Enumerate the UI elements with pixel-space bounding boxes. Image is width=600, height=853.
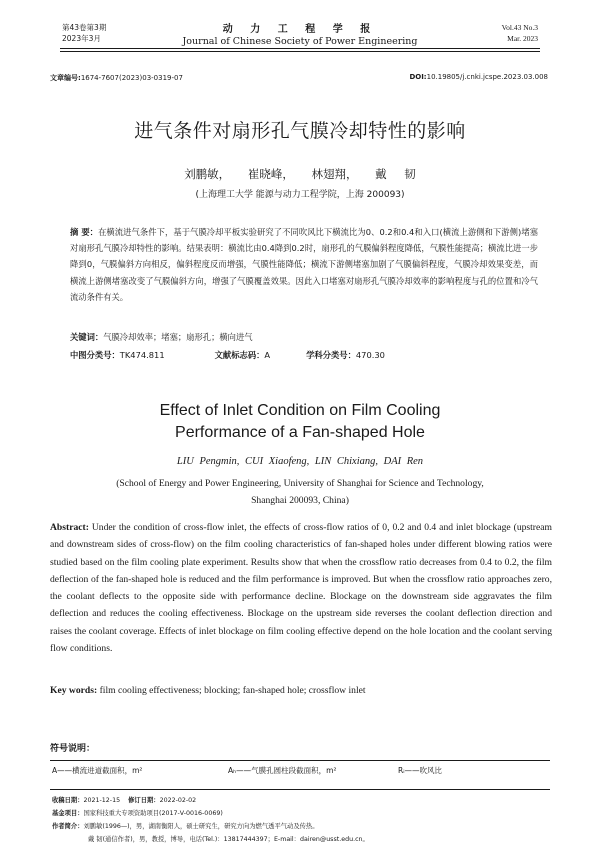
doc-code-value: A xyxy=(264,350,271,360)
subject-code-label: 学科分类号： xyxy=(306,350,356,360)
abstract-cn-label: 摘 要： xyxy=(70,227,99,237)
keywords-en-label: Key words: xyxy=(50,685,98,696)
affiliation-en-line1: (School of Energy and Power Engineering, University of Shanghai for Science and Technology, xyxy=(116,478,484,489)
clc-value: TK474.811 xyxy=(119,350,165,360)
abstract-en-label: Abstract: xyxy=(50,522,89,533)
keywords-en xyxy=(50,685,552,696)
doc-code-label: 文献标志码： xyxy=(214,350,265,360)
footnote-corresponding: 戴 韧(通信作者)，男，教授，博导，电话(Tel.)：13817444397；E-mail：dairen@usst.edu.cn。 xyxy=(88,836,369,843)
abstract-cn xyxy=(70,224,538,305)
nomenclature-rule xyxy=(50,760,550,761)
title-en-line2: Performance of a Fan-shaped Hole xyxy=(175,424,425,441)
date-cn: 2023年3月 xyxy=(62,34,101,43)
title-cn: 进气条件对扇形孔气膜冷却特性的影响 xyxy=(134,120,466,142)
keywords-en-text: film cooling effectiveness; blocking; fan-shaped hole; crossflow inlet xyxy=(99,685,366,696)
received-value: 2021-12-15 xyxy=(83,797,121,804)
volume-cn: 第43卷第3期 xyxy=(62,23,107,32)
clc-label: 中图分类号： xyxy=(70,350,120,360)
article-id-value: 1674-7607(2023)03-0319-07 xyxy=(80,74,183,82)
nomenclature-item: Aₕ——气膜孔圆柱段截面积，m² xyxy=(228,766,337,775)
footnote-dates xyxy=(52,795,552,804)
nomenclature-item: Rᵢ——吹风比 xyxy=(398,766,443,775)
doi xyxy=(409,73,548,81)
affiliation-en-line2: Shanghai 200093, China) xyxy=(251,495,349,506)
footnote-rule xyxy=(50,789,550,790)
nomenclature-item: A——横流进道截面积，m² xyxy=(52,766,143,775)
article-id xyxy=(50,73,183,83)
title-en xyxy=(0,400,600,444)
volume-en: Vol.43 No.3 xyxy=(501,23,538,32)
fund-value: 国家科技重大专项资助项目(2017-V-0016-0069) xyxy=(83,810,223,817)
doi-value: 10.19805/j.cnki.jcspe.2023.03.008 xyxy=(426,73,548,81)
revised-value: 2022-02-02 xyxy=(159,797,197,804)
header-volume-cn xyxy=(62,22,106,44)
author-bio-label: 作者简介： xyxy=(52,823,84,830)
doi-label: DOI: xyxy=(409,73,427,81)
header-rule-thin xyxy=(60,51,540,52)
article-id-label: 文章编号: xyxy=(50,74,81,82)
header-volume-en xyxy=(502,22,538,44)
footnote-author xyxy=(52,821,552,830)
affiliation-cn: (上海理工大学 能源与动力工程学院，上海 200093) xyxy=(195,190,405,200)
fund-label: 基金项目： xyxy=(52,810,84,817)
journal-name-cn: 动 力 工 程 学 报 xyxy=(222,24,378,35)
subject-code-value: 470.30 xyxy=(355,350,385,360)
title-en-line1: Effect of Inlet Condition on Film Cooling xyxy=(159,402,441,419)
header-journal xyxy=(180,20,420,47)
authors-cn: 刘鹏敏， 崔晓峰， 林翅翔， 戴 韧 xyxy=(184,167,416,181)
affiliation-en xyxy=(70,475,530,509)
footnote-fund xyxy=(52,808,552,817)
date-en: Mar. 2023 xyxy=(507,34,538,43)
abstract-cn-text: 在横流进气条件下，基于气膜冷却平板实验研究了不同吹风比下横流比为0、0.2和0.4和入口(横流上游侧和下游侧)堵塞对扇形孔气膜冷却特性的影响。结果表明：横流比由0.4降到0.2时，扇形孔的气膜偏斜程度降低，气膜性能提高；横流比进一步降到0，气膜偏斜方向相反，偏斜程度反而增强，气膜性能降低；横流下游侧堵塞加剧了气膜偏斜程度，气膜冷却效果变差，而横流上游侧堵塞改变了气膜偏斜方向，增强了气膜覆盖效果。因此入口堵塞对扇形孔气膜冷却效率的影响程度与孔的位置和冷气流动条件有关。 xyxy=(70,227,538,302)
received-label: 收稿日期： xyxy=(52,797,84,804)
abstract-en-text: Under the condition of cross-flow inlet, the effects of cross-flow ratios of 0, 0.2 and 0.4 and inlet blockage (upstream and downstream sides of cross-flow) on the film cooling characteristics of fan-shaped holes under different blowing ratios were studied based on the film cooling plate experiment. Results show that when the crossflow ratio decreases from 0.4 to 0.2, the film deflection of the fan-shaped hole is reduced and the film performance is improved. But when the crossflow ratio approaches zero, the coolant deflects to the opposite side with performance decline. Blockage on the downstream side aggravates the film deflection and reduces the cooling effectiveness. Blockage on the upstream side reverses the coolant deflection direction and raises the coolant coverage. Effects of inlet blockage on film cooling effective depend on the hole location and the coolant serving flow conditions. xyxy=(50,522,552,655)
revised-label: 修订日期： xyxy=(128,797,160,804)
author-bio-value: 刘鹏敏(1996—)，男，湖南衡阳人，硕士研究生，研究方向为燃气透平气动及传热。 xyxy=(83,823,319,830)
keywords-cn-label: 关键词： xyxy=(70,332,104,342)
nomenclature-title: 符号说明： xyxy=(50,744,96,754)
classification-cn xyxy=(70,349,538,361)
abstract-en xyxy=(50,519,552,657)
authors-en: LIU Pengmin, CUI Xiaofeng, LIN Chixiang, DAI Ren xyxy=(176,456,424,467)
header-rule-thick xyxy=(60,48,540,49)
journal-name-en: Journal of Chinese Society of Power Engineering xyxy=(182,36,418,47)
keywords-cn-text: 气膜冷却效率；堵塞；扇形孔；横向进气 xyxy=(103,332,253,342)
keywords-cn xyxy=(70,331,538,343)
